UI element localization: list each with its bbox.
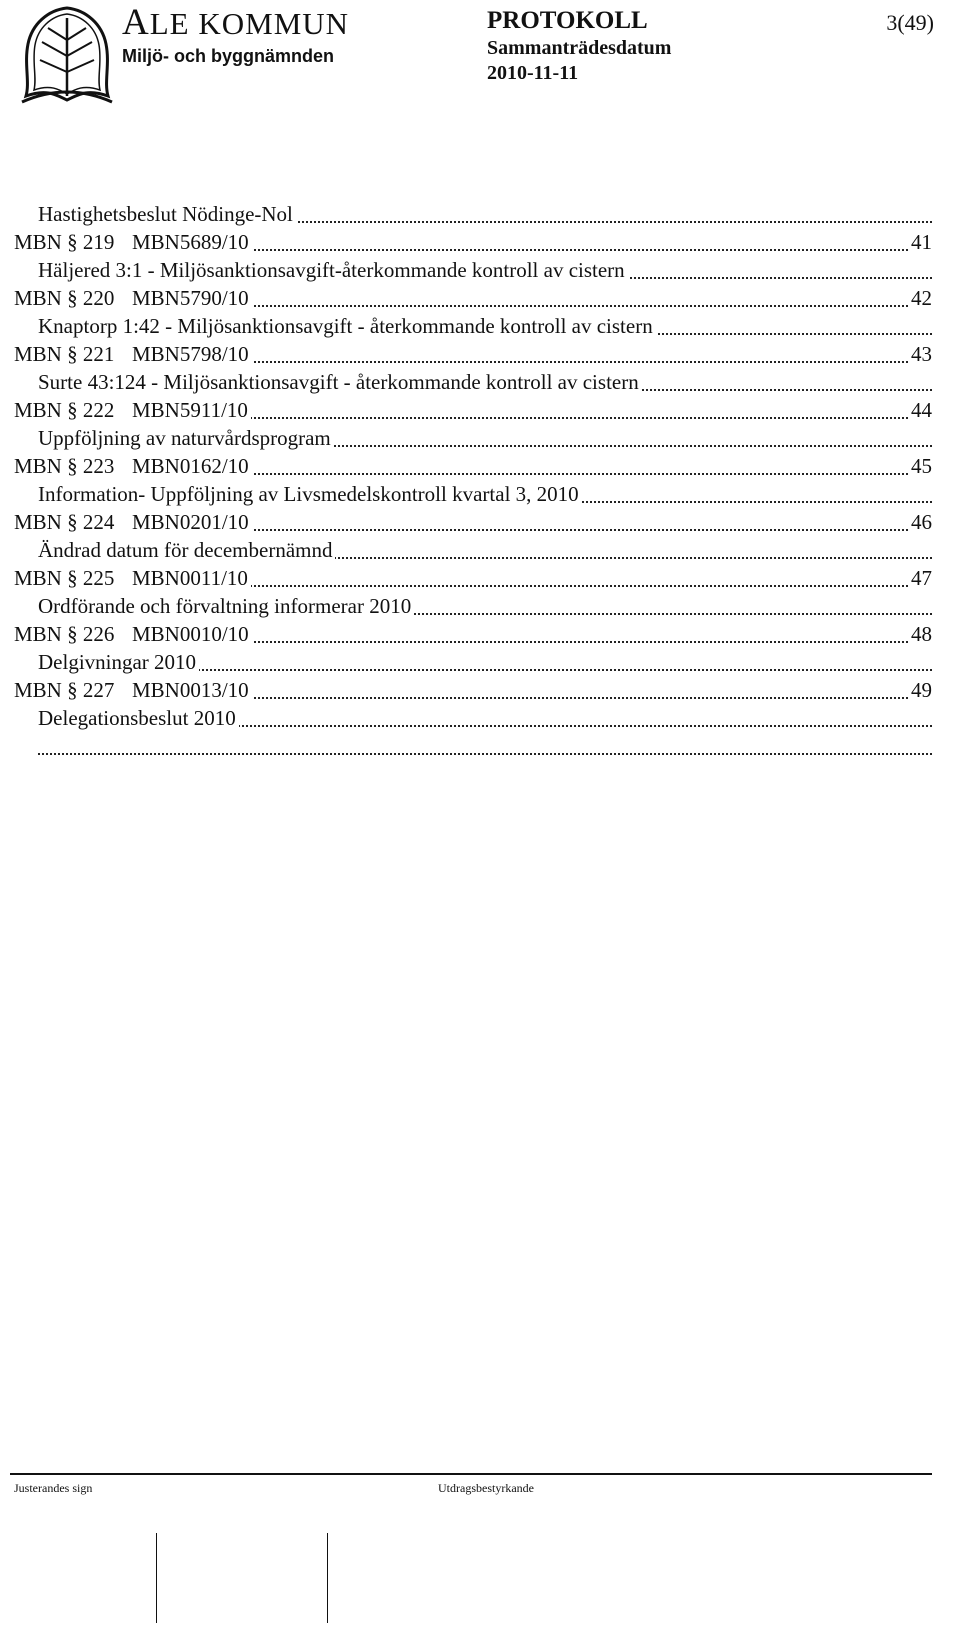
toc-reference <box>14 454 252 478</box>
toc-item-title: Ändrad datum för decembernämnd <box>38 538 335 562</box>
toc-title-line <box>14 256 932 284</box>
toc-item-title: Delgivningar 2010 <box>38 650 199 674</box>
toc-item-title: Uppföljning av naturvårdsprogram <box>38 426 334 450</box>
case-number: MBN0162/10 <box>132 454 249 478</box>
toc-title-line <box>14 312 932 340</box>
toc-reference <box>14 622 252 646</box>
case-number: MBN0013/10 <box>132 678 249 702</box>
toc-title-line <box>14 592 932 620</box>
section-number: MBN § 219 <box>14 230 115 254</box>
utdragsbestyrkande-label: Utdragsbestyrkande <box>438 1481 534 1495</box>
organisation-block <box>122 2 350 67</box>
case-number: MBN5911/10 <box>132 398 248 422</box>
toc-page-number: 49 <box>908 676 932 704</box>
ale-kommun-leaf-logo-icon <box>18 4 116 104</box>
section-number: MBN § 222 <box>14 398 115 422</box>
protocol-block <box>487 6 671 86</box>
toc-item-title: Knaptorp 1:42 - Miljösanktionsavgift - återkommande kontroll av cistern <box>38 314 656 338</box>
toc-title-line <box>14 704 932 732</box>
justerandes-sign-label: Justerandes sign <box>14 1481 93 1495</box>
toc-reference <box>14 286 252 310</box>
meeting-date-label: Sammanträdesdatum <box>487 37 672 59</box>
signature-divider <box>156 1533 157 1623</box>
toc-reference <box>14 398 251 422</box>
section-number: MBN § 225 <box>14 566 115 590</box>
toc-page-number: 44 <box>908 396 932 424</box>
toc-page-number: 45 <box>908 452 932 480</box>
section-number: MBN § 223 <box>14 454 115 478</box>
toc-reference-line <box>14 508 932 536</box>
toc-reference-line <box>14 228 932 256</box>
toc-item-title: Ordförande och förvaltning informerar 2010 <box>38 594 414 618</box>
toc-page-number: 43 <box>908 340 932 368</box>
toc-reference-line <box>14 284 932 312</box>
toc-reference-line <box>14 396 932 424</box>
page-header <box>0 0 960 110</box>
meeting-date: 2010-11-11 <box>487 62 579 84</box>
toc-item-title: Delegationsbeslut 2010 <box>38 706 239 730</box>
section-number: MBN § 221 <box>14 342 115 366</box>
toc-title-line <box>14 648 932 676</box>
section-number: MBN § 224 <box>14 510 115 534</box>
table-of-contents <box>14 200 932 760</box>
toc-reference-line <box>14 340 932 368</box>
toc-title-line <box>14 536 932 564</box>
toc-item-title: Häljered 3:1 - Miljösanktionsavgift-återkommande kontroll av cistern <box>38 258 628 282</box>
toc-reference-line <box>14 452 932 480</box>
committee-name: Miljö- och byggnämnden <box>122 46 334 66</box>
toc-item-title: Hastighetsbeslut Nödinge-Nol <box>38 202 296 226</box>
toc-reference <box>14 230 252 254</box>
section-number: MBN § 220 <box>14 286 115 310</box>
page-number: 3(49) <box>886 10 934 35</box>
section-number: MBN § 226 <box>14 622 115 646</box>
toc-page-number: 46 <box>908 508 932 536</box>
toc-page-number: 48 <box>908 620 932 648</box>
signature-footer <box>10 1473 932 1623</box>
document-type: PROTOKOLL <box>487 7 648 34</box>
case-number: MBN5798/10 <box>132 342 249 366</box>
organisation-name-initial: A <box>122 2 150 43</box>
toc-item-title: Information- Uppföljning av Livsmedelskontroll kvartal 3, 2010 <box>38 482 582 506</box>
toc-reference-line <box>14 620 932 648</box>
toc-page-number: 47 <box>908 564 932 592</box>
footer-rule <box>10 1473 932 1475</box>
toc-leader-line <box>14 732 932 760</box>
toc-page-number: 42 <box>908 284 932 312</box>
organisation-name <box>122 2 350 43</box>
section-number: MBN § 227 <box>14 678 115 702</box>
toc-reference-line <box>14 676 932 704</box>
toc-title-line <box>14 480 932 508</box>
signature-divider <box>327 1533 328 1623</box>
toc-reference <box>14 510 252 534</box>
toc-item-title: Surte 43:124 - Miljösanktionsavgift - återkommande kontroll av cistern <box>38 370 642 394</box>
toc-page-number: 41 <box>908 228 932 256</box>
toc-reference <box>14 566 251 590</box>
toc-title-line <box>14 424 932 452</box>
toc-reference <box>14 678 252 702</box>
organisation-name-rest: LE KOMMUN <box>149 6 350 41</box>
dot-leader <box>38 753 932 755</box>
toc-title-line <box>14 368 932 396</box>
toc-reference-line <box>14 564 932 592</box>
case-number: MBN0011/10 <box>132 566 248 590</box>
case-number: MBN5790/10 <box>132 286 249 310</box>
case-number: MBN0010/10 <box>132 622 249 646</box>
case-number: MBN5689/10 <box>132 230 249 254</box>
toc-title-line <box>14 200 932 228</box>
case-number: MBN0201/10 <box>132 510 249 534</box>
toc-reference <box>14 342 252 366</box>
